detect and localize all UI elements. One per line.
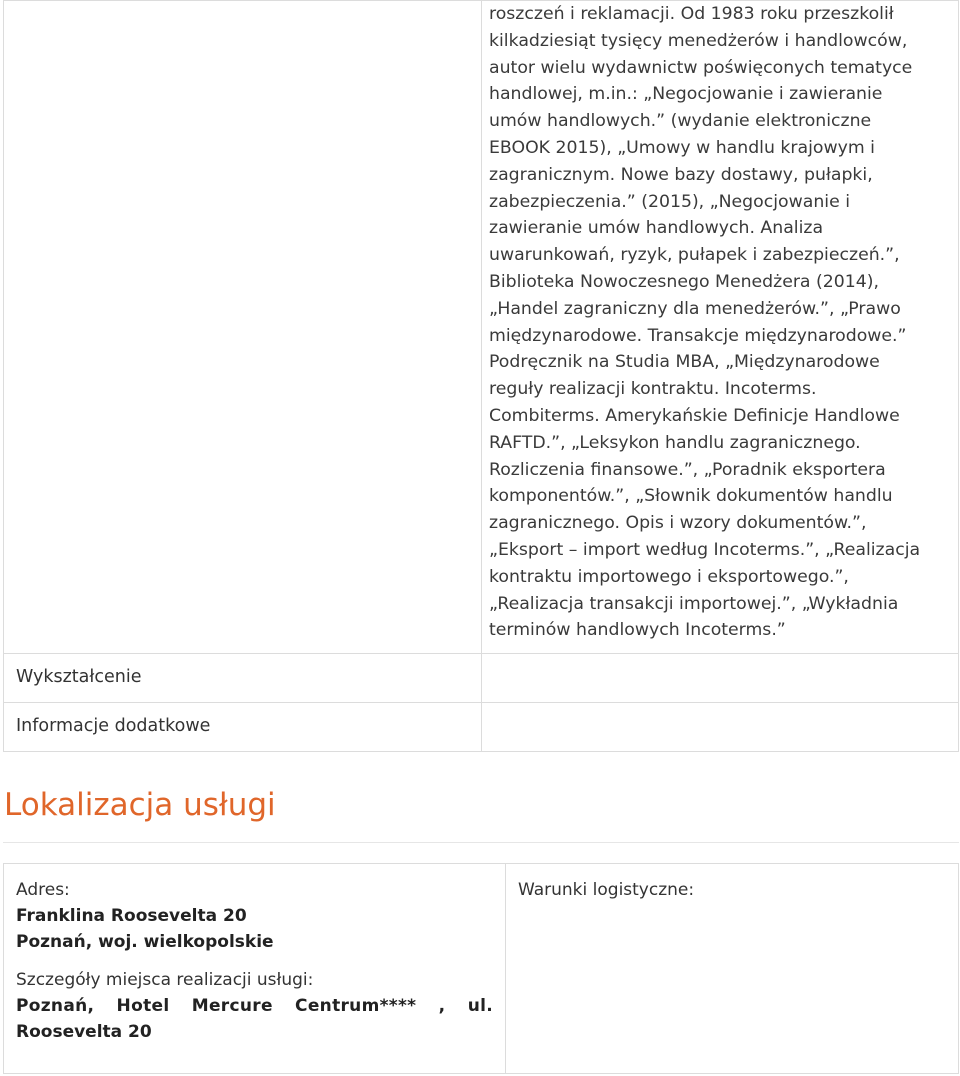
bio-line: handlowej, m.in.: „Negocjowanie i zawieranie xyxy=(489,84,883,105)
bio-line: EBOOK 2015), „Umowy w handlu krajowym i xyxy=(489,137,875,158)
location-table xyxy=(3,863,959,1074)
venue-details-label: Szczegóły miejsca realizacji usługi: xyxy=(16,970,314,990)
trainer-bio-text xyxy=(489,1,951,644)
logistics-cell xyxy=(506,864,959,1074)
location-row xyxy=(4,864,959,1074)
bio-line: komponentów.”, „Słownik dokumentów handlu xyxy=(489,486,893,507)
bio-line: umów handlowych.” (wydanie elektroniczne xyxy=(489,111,872,132)
bio-line: „Handel zagraniczny dla menedżerów.”, „Prawo xyxy=(489,298,901,319)
bio-line: uwarunkowań, ryzyk, pułapek i zabezpieczeń.”, xyxy=(489,245,900,266)
education-row xyxy=(4,654,959,703)
additional-info-label: Informacje dodatkowe xyxy=(4,703,482,752)
additional-info-row xyxy=(4,703,959,752)
address-line-street: Franklina Roosevelta 20 xyxy=(16,906,247,926)
bio-line: „Eksport – import według Incoterms.”, „Realizacja xyxy=(489,539,921,560)
bio-line: kilkadziesiąt tysięcy menedżerów i handlowców, xyxy=(489,30,908,51)
bio-line: autor wielu wydawnictw poświęconych tematyce xyxy=(489,57,913,78)
bio-line: terminów handlowych Incoterms.” xyxy=(489,620,786,641)
bio-line: zagranicznego. Opis i wzory dokumentów.”, xyxy=(489,513,867,534)
bio-line: „Realizacja transakcji importowej.”, „Wykładnia xyxy=(489,593,899,614)
bio-line: międzynarodowe. Transakcje międzynarodowe.” xyxy=(489,325,907,346)
venue-details-line2: Roosevelta 20 xyxy=(16,1022,152,1042)
bio-line: Biblioteka Nowoczesnego Menedżera (2014), xyxy=(489,271,879,292)
section-divider xyxy=(3,842,959,843)
address-cell xyxy=(4,864,506,1074)
address-line-city: Poznań, woj. wielkopolskie xyxy=(16,932,274,952)
bio-line: zawieranie umów handlowych. Analiza xyxy=(489,218,824,239)
logistics-label: Warunki logistyczne: xyxy=(518,880,695,900)
address-label: Adres: xyxy=(16,880,70,900)
bio-line: zabezpieczenia.” (2015), „Negocjowanie i xyxy=(489,191,851,212)
bio-line: zagranicznym. Nowe bazy dostawy, pułapki, xyxy=(489,164,873,185)
location-heading: Lokalizacja usługi xyxy=(4,787,276,823)
education-value xyxy=(482,654,959,703)
bio-label-cell xyxy=(4,1,482,654)
bio-line: Rozliczenia finansowe.”, „Poradnik eksportera xyxy=(489,459,886,480)
additional-info-value xyxy=(482,703,959,752)
bio-line: kontraktu importowego i eksportowego.”, xyxy=(489,566,849,587)
bio-line: Combiterms. Amerykańskie Definicje Handlowe xyxy=(489,405,900,426)
bio-line: roszczeń i reklamacji. Od 1983 roku przeszkolił xyxy=(489,4,894,24)
education-label: Wykształcenie xyxy=(4,654,482,703)
bio-line: RAFTD.”, „Leksykon handlu zagranicznego. xyxy=(489,432,861,453)
bio-line: reguły realizacji kontraktu. Incoterms. xyxy=(489,379,817,400)
bio-line: Podręcznik na Studia MBA, „Międzynarodowe xyxy=(489,352,880,373)
venue-details-line1: Poznań, Hotel Mercure Centrum**** , ul. xyxy=(16,996,493,1016)
